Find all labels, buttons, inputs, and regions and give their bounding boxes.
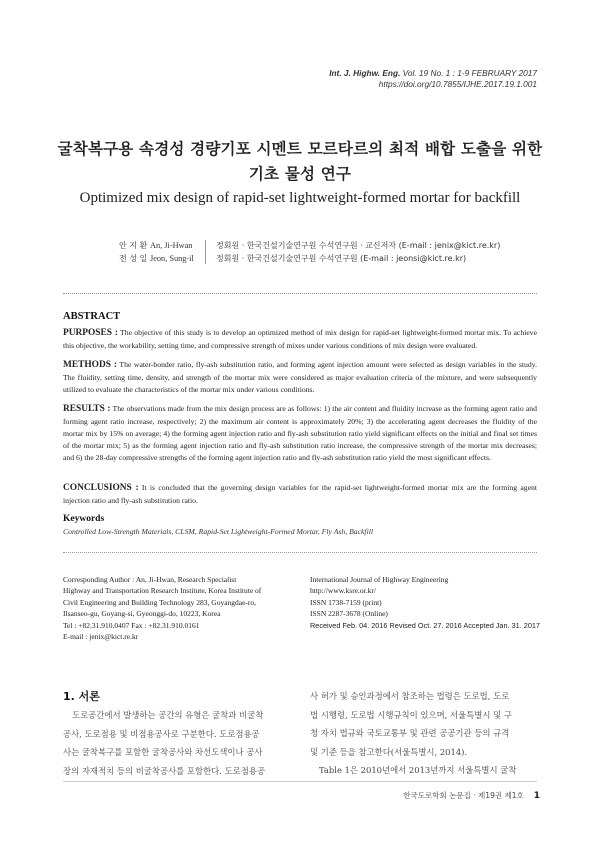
corr-institute: Highway and Transportation Research Institute, Korea Institute of xyxy=(63,586,262,596)
intro-left-line: 사는 굴착복구를 포함한 굴착공사와 차선도색이나 공사 xyxy=(63,747,263,758)
journal-url[interactable]: http://www.ksre.or.kr/ xyxy=(310,586,376,596)
page-number: 1 xyxy=(533,791,540,801)
purposes-label: PURPOSES : xyxy=(63,328,118,338)
section-heading-intro: 1. 서론 xyxy=(63,690,100,703)
conclusions-text: It is concluded that the governing design variables for the rapid-set lightweight-formed mortar mix are the forming agent injection ratio and fly-ash substitution ratio. xyxy=(63,483,538,505)
volume-info: Vol. 19 No. 1 : 1-9 FEBRUARY 2017 xyxy=(402,68,537,78)
results-text: The observations made from the mix design process are as follows: 1) the air content and fluidity increase as the forming agent ratio and forming agent ratio increase, respectively; 2) the maximum air content is approximately 20%; 3) the accelerating agent decreases the fluidity of the mortar mix by 15% on average; 4) the forming agent injection ratio and fly-ash substitution ratio yield significant effects on the initial and final set times of the mortar mix; 5) as the forming agent injection ratio and fly-ash substitution ratio increase, the compressive strength of the mortar mix decreases; and 6) the 28-day compressive strengths of the forming agent injection ratio and fly-ash substitution ratio yield the most significant effects. xyxy=(63,404,537,462)
author-divider xyxy=(205,240,206,264)
issn-online: ISSN 2287-3678 (Online) xyxy=(310,609,388,619)
intro-left-line: 공사, 도로점용 및 비점용공사로 구분한다. 도로점용공 xyxy=(63,728,260,739)
author-name-en-1: An, Ji-Hwan xyxy=(150,241,193,250)
intro-left-line: 장의 자재적치 등의 비굴착공사를 포함한다. 도로점용공 xyxy=(63,765,266,776)
intro-right-column xyxy=(310,687,538,780)
abstract-methods xyxy=(63,359,537,396)
keywords-list: Controlled Low-Strength Materials, CLSM, Rapid-Set Lightweight-Formed Mortar, Fly Ash, Backfill xyxy=(63,527,373,536)
issn-print: ISSN 1738-7159 (print) xyxy=(310,597,382,607)
correspondence-block xyxy=(63,574,261,642)
author-affiliation-1: 정회원 · 한국건설기술연구원 수석연구원 · 교신저자 (E-mail : jenix@kict.re.kr) xyxy=(216,241,501,250)
page-footer xyxy=(403,790,540,801)
footer-rule xyxy=(63,781,537,783)
corr-address: Ilsanseo-gu, Goyang-si, Gyeonggi-do, 10223, Korea xyxy=(63,609,221,619)
journal-full-name: International Journal of Highway Engineering xyxy=(310,575,449,584)
intro-right-line: 청 자치 법규와 국토교통부 및 관련 공공기관 등의 규격 xyxy=(310,728,510,739)
doi-link[interactable]: https://doi.org/10.7855/IJHE.2017.19.1.001 xyxy=(378,79,537,89)
author-affiliation-2: 정회원 · 한국건설기술연구원 수석연구원 (E-mail : jeonsi@kict.re.kr) xyxy=(216,254,467,263)
intro-left-line: 도로공간에서 발생하는 공간의 유형은 굴착과 비굴착 xyxy=(72,710,264,720)
abstract-purposes xyxy=(63,327,537,352)
korean-title-line1: 굴착복구용 속경성 경량기포 시멘트 모르타르의 최적 배합 도출을 위한 xyxy=(57,140,543,158)
divider-dotted xyxy=(63,293,537,294)
abstract-heading: ABSTRACT xyxy=(63,311,121,322)
intro-right-line: 사 허가 및 승인과정에서 참조하는 법령은 도로법, 도로 xyxy=(310,691,510,701)
author-name-ko-1: 안 지 환 xyxy=(119,241,148,250)
korean-title-line2: 기초 물성 연구 xyxy=(248,165,352,183)
conclusions-label: CONCLUSIONS : xyxy=(63,483,139,493)
purposes-text: The objective of this study is to develop an optimized method of mix design for rapid-set lightweight-formed mortar mix. To achieve this objective, the workability, setting time, and compressive strength of mixes under various conditions of mix design were evaluated. xyxy=(63,328,537,350)
abstract-results xyxy=(63,403,537,464)
journal-name: Int. J. Highw. Eng. xyxy=(329,68,401,78)
abstract-conclusions xyxy=(63,482,537,507)
journal-citation xyxy=(329,68,537,90)
footer-journal: 한국도로학회 논문집 · 제19권 제1호 xyxy=(403,791,524,800)
intro-left-column xyxy=(63,706,291,780)
methods-text: The water-bonder ratio, fly-ash substitution ratio, and forming agent injection amount were selected as design variables in the study. The fluidity, setting time, density, and strength of the mortar mix were considered as major evaluation criteria of the mixture, and were subsequently utilized to evaluate the characteristics of the mortar mix under various conditions. xyxy=(63,360,537,394)
intro-right-line: 법 시행령, 도로법 시행규칙이 있으며, 서울특별시 및 구 xyxy=(310,709,512,720)
english-title: Optimized mix design of rapid-set lightweight-formed mortar for backfill xyxy=(79,190,521,206)
methods-label: METHODS : xyxy=(63,360,118,370)
received-dates: Received Feb. 04. 2016 Revised Oct. 27. 2016 Accepted Jan. 31. 2017 xyxy=(310,620,541,630)
keywords-heading: Keywords xyxy=(63,514,105,524)
divider-dotted-2 xyxy=(63,552,537,553)
journal-info-block xyxy=(310,574,540,631)
corr-institute-2: Civil Engineering and Building Technology 283, Goyangdae-ro, xyxy=(63,597,257,607)
results-label: RESULTS : xyxy=(63,404,111,414)
author-name-en-2: Jeon, Sung-il xyxy=(150,254,194,263)
intro-right-line: 및 기준 등을 참고한다(서울특별시, 2014). xyxy=(310,746,468,757)
corr-email[interactable]: E-mail : jenix@kict.re.kr xyxy=(63,632,139,642)
corr-phone: Tel : +82.31.910.0407 Fax : +82.31.910.0161 xyxy=(63,620,200,630)
corr-author: Corresponding Author : An, Ji-Hwan, Research Specialist xyxy=(63,575,237,584)
author-name-ko-2: 전 성 일 xyxy=(119,254,148,263)
intro-right-line: Table 1은 2010년에서 2013년까지 서울특별시 굴착 xyxy=(319,765,517,776)
